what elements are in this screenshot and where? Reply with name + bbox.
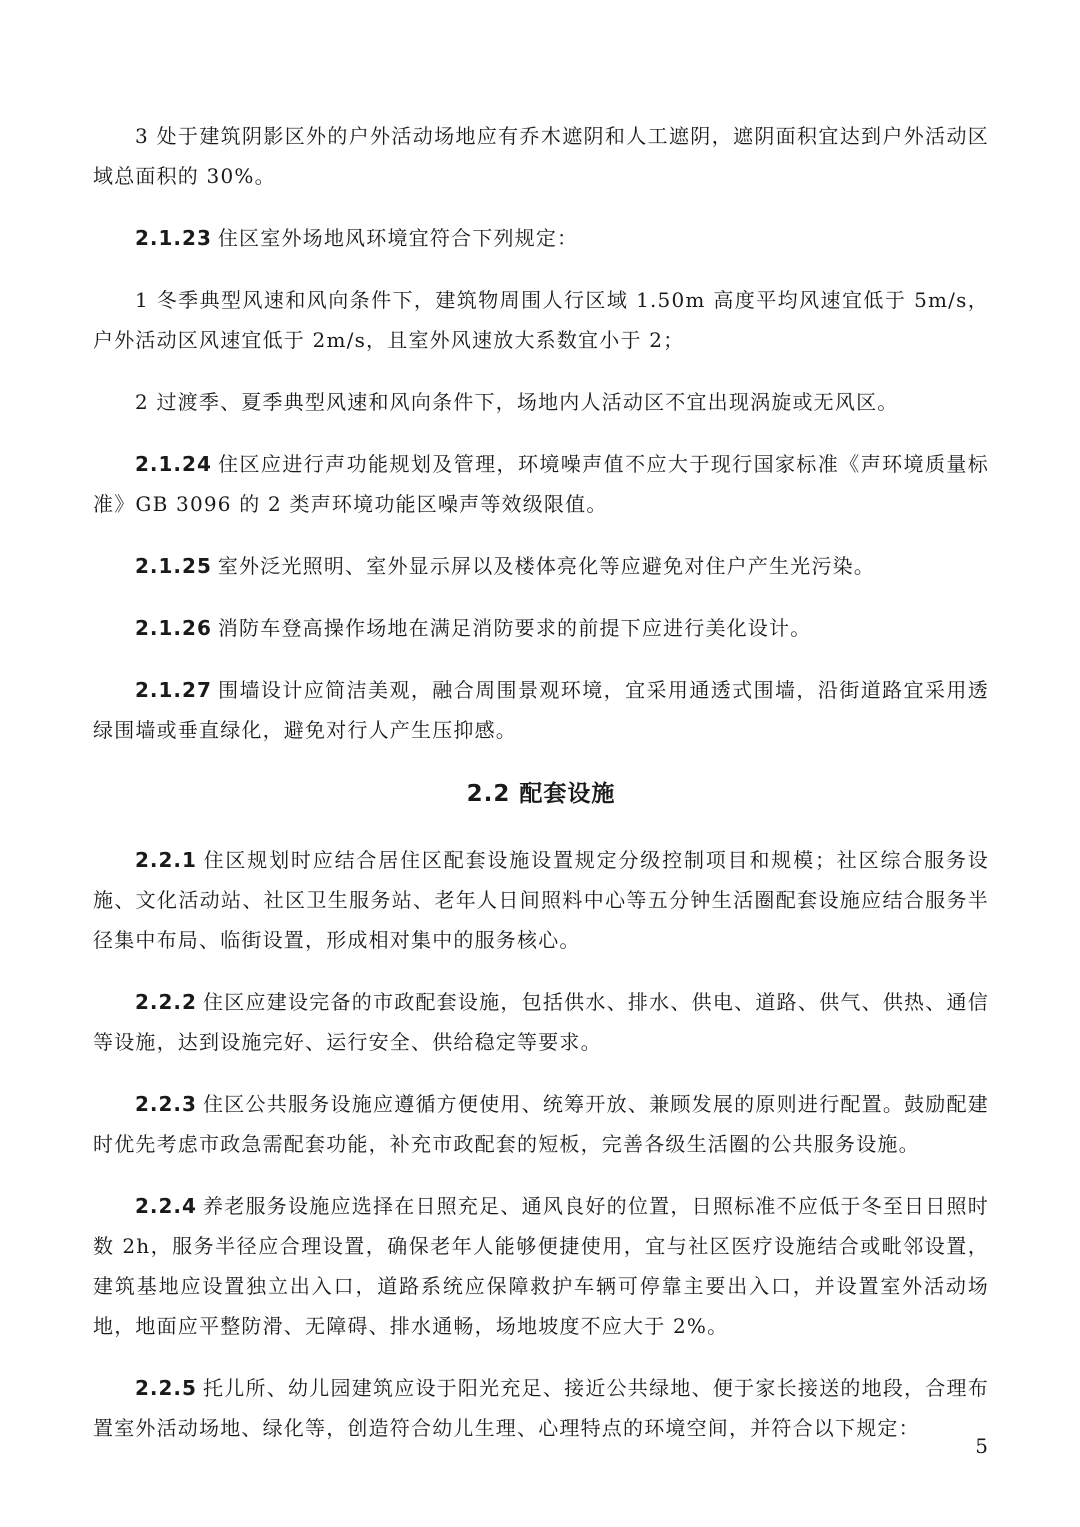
clause-number: 2.2.4 <box>135 1194 197 1218</box>
paragraph-text: 消防车登高操作场地在满足消防要求的前提下应进行美化设计。 <box>217 616 812 640</box>
section-2-2 <box>93 840 989 1448</box>
clause-paragraph <box>93 608 989 648</box>
clause-paragraph <box>93 218 989 258</box>
section-title: 2.2 配套设施 <box>466 781 616 807</box>
clause-number: 2.2.2 <box>135 990 197 1014</box>
clause-number: 2.1.24 <box>135 452 212 476</box>
clause-paragraph <box>93 546 989 586</box>
clause-paragraph <box>93 982 989 1062</box>
paragraph <box>93 116 989 196</box>
page-number: 5 <box>975 1434 988 1458</box>
clause-paragraph <box>93 1368 989 1448</box>
clause-number: 2.2.1 <box>135 848 197 872</box>
section-2-1-tail <box>93 116 989 750</box>
paragraph-text: 住区室外场地风环境宜符合下列规定： <box>217 226 579 250</box>
paragraph-text: 围墙设计应简洁美观，融合周围景观环境，宜采用通透式围墙，沿街道路宜采用透绿围墙或垂直绿化，避免对行人产生压抑感。 <box>93 678 989 742</box>
clause-paragraph <box>93 444 989 524</box>
clause-paragraph <box>93 670 989 750</box>
clause-paragraph <box>93 1084 989 1164</box>
clause-number: 2.1.27 <box>135 678 212 702</box>
paragraph-text: 1 冬季典型风速和风向条件下，建筑物周围人行区域 1.50m 高度平均风速宜低于 5m/s，户外活动区风速宜低于 2m/s，且室外风速放大系数宜小于 2； <box>93 288 989 352</box>
paragraph-text: 住区公共服务设施应遵循方便使用、统筹开放、兼顾发展的原则进行配置。鼓励配建时优先考虑市政急需配套功能，补充市政配套的短板，完善各级生活圈的公共服务设施。 <box>93 1092 989 1156</box>
paragraph-text: 住区规划时应结合居住区配套设施设置规定分级控制项目和规模；社区综合服务设施、文化活动站、社区卫生服务站、老年人日间照料中心等五分钟生活圈配套设施应结合服务半径集中布局、临街设置，形成相对集中的服务核心。 <box>93 848 989 952</box>
paragraph-text: 室外泛光照明、室外显示屏以及楼体亮化等应避免对住户产生光污染。 <box>217 554 876 578</box>
clause-paragraph <box>93 840 989 960</box>
clause-number: 2.1.26 <box>135 616 212 640</box>
paragraph-text: 托儿所、幼儿园建筑应设于阳光充足、接近公共绿地、便于家长接送的地段，合理布置室外活动场地、绿化等，创造符合幼儿生理、心理特点的环境空间，并符合以下规定： <box>93 1376 989 1440</box>
document-page <box>93 116 989 1470</box>
clause-number: 2.1.23 <box>135 226 212 250</box>
paragraph <box>93 280 989 360</box>
paragraph <box>93 382 989 422</box>
clause-number: 2.2.3 <box>135 1092 197 1116</box>
paragraph-text: 住区应建设完备的市政配套设施，包括供水、排水、供电、道路、供气、供热、通信等设施，达到设施完好、运行安全、供给稳定等要求。 <box>93 990 989 1054</box>
clause-number: 2.1.25 <box>135 554 212 578</box>
clause-number: 2.2.5 <box>135 1376 197 1400</box>
paragraph-text: 住区应进行声功能规划及管理，环境噪声值不应大于现行国家标准《声环境质量标准》GB 3096 的 2 类声环境功能区噪声等效级限值。 <box>93 452 989 516</box>
paragraph-text: 2 过渡季、夏季典型风速和风向条件下，场地内人活动区不宜出现涡旋或无风区。 <box>135 390 899 414</box>
paragraph-text: 养老服务设施应选择在日照充足、通风良好的位置，日照标准不应低于冬至日日照时数 2h，服务半径应合理设置，确保老年人能够便捷使用，宜与社区医疗设施结合或毗邻设置，建筑基地应设置独立出入口，道路系统应保障救护车辆可停靠主要出入口，并设置室外活动场地，地面应平整防滑、无障碍、排水通畅，场地坡度不应大于 2%。 <box>93 1194 989 1338</box>
paragraph-text: 3 处于建筑阴影区外的户外活动场地应有乔木遮阴和人工遮阴，遮阴面积宜达到户外活动区域总面积的 30%。 <box>93 124 989 188</box>
clause-paragraph <box>93 1186 989 1346</box>
